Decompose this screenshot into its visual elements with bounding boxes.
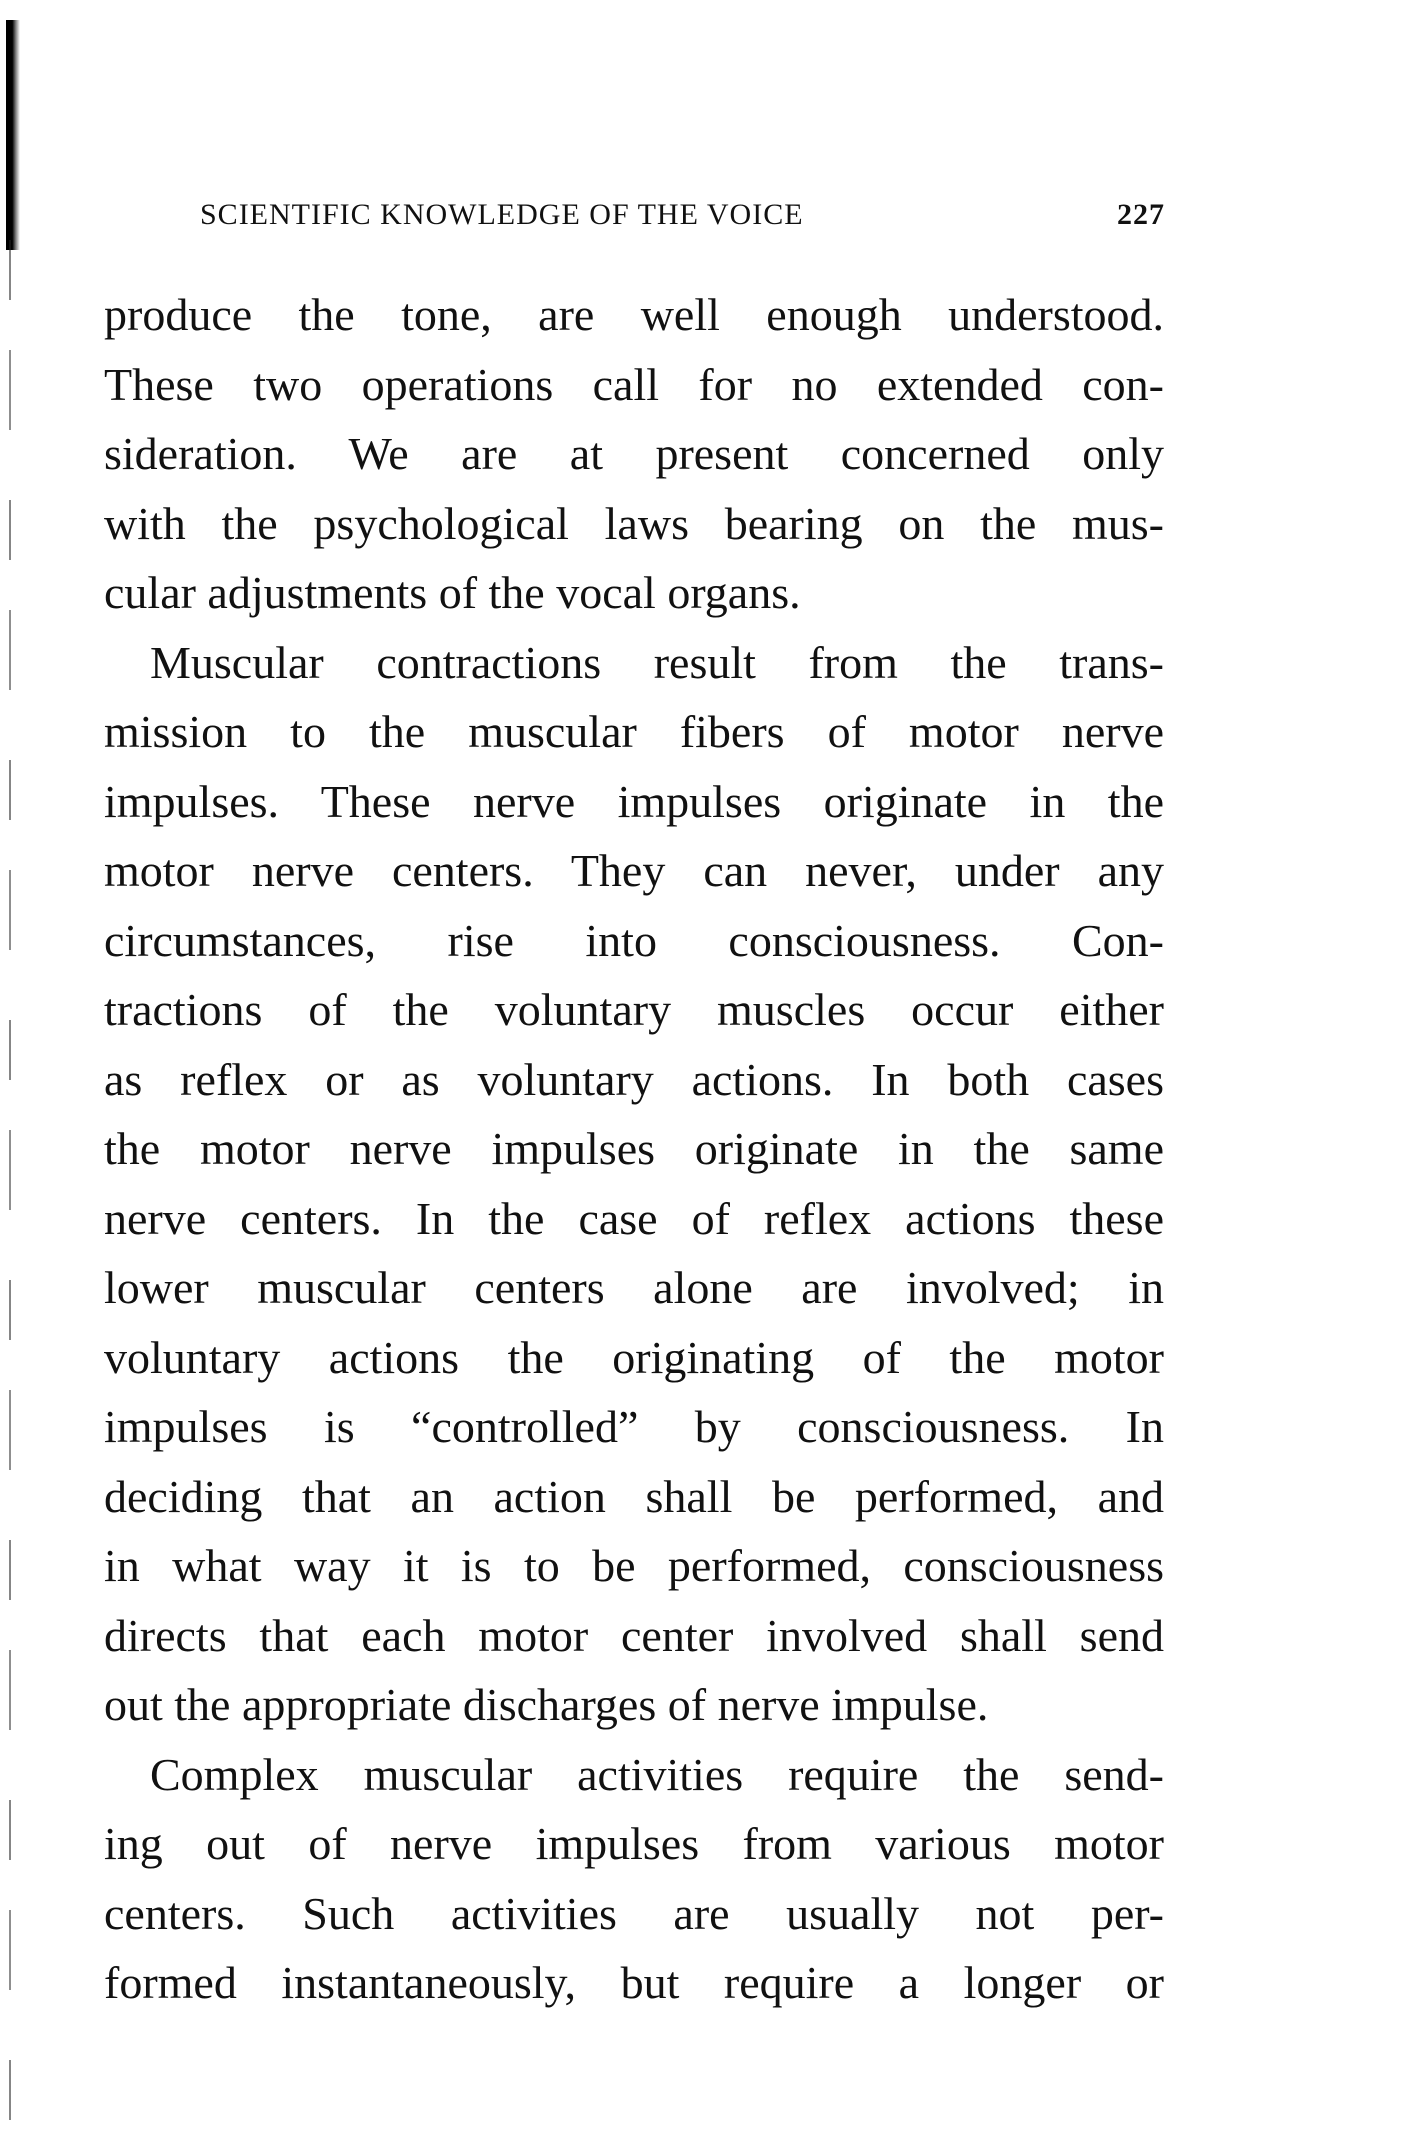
scan-page-edge-shadow [6, 20, 20, 250]
text-line: nerve centers. In the case of reflex actions these [104, 1192, 1164, 1244]
text-line: centers. Such activities are usually not per- [104, 1887, 1164, 1939]
text-line: out the appropriate discharges of nerve impulse. [104, 1679, 989, 1730]
text-line: with the psychological laws bearing on the mus- [104, 497, 1164, 549]
running-header [200, 198, 1165, 238]
scan-gutter-line [9, 240, 11, 2120]
text-line: impulses is “controlled” by consciousness. In [104, 1401, 1164, 1452]
text-line: formed instantaneously, but require a longer or [104, 1957, 1164, 2008]
text-line: mission to the muscular fibers of motor nerve [104, 706, 1164, 757]
text-line: as reflex or as voluntary actions. In both cases [104, 1053, 1164, 1105]
text-line: circumstances, rise into consciousness. Con- [104, 914, 1164, 966]
text-line: the motor nerve impulses originate in the same [104, 1123, 1164, 1174]
text-line: voluntary actions the originating of the motor [104, 1331, 1164, 1383]
text-line: Complex muscular activities require the send- [150, 1748, 1164, 1800]
paragraph [104, 628, 1164, 1740]
text-line: These two operations call for no extended con- [104, 358, 1164, 410]
text-line: cular adjustments of the vocal organs. [104, 567, 801, 618]
paragraph [104, 1740, 1164, 2018]
text-line: deciding that an action shall be performed, and [104, 1470, 1164, 1522]
text-line: sideration. We are at present concerned only [104, 428, 1164, 479]
page-body [104, 280, 1164, 2018]
text-line: lower muscular centers alone are involved; in [104, 1262, 1164, 1313]
text-line: tractions of the voluntary muscles occur either [104, 984, 1164, 1035]
paragraph [104, 280, 1164, 628]
running-title: SCIENTIFIC KNOWLEDGE OF THE VOICE [200, 198, 804, 231]
text-line: produce the tone, are well enough understood. [104, 289, 1164, 340]
text-line: motor nerve centers. They can never, under any [104, 845, 1164, 896]
text-line: ing out of nerve impulses from various motor [104, 1818, 1164, 1869]
text-line: directs that each motor center involved shall send [104, 1609, 1164, 1661]
text-line: Muscular contractions result from the trans- [150, 636, 1164, 688]
text-line: in what way it is to be performed, consciousness [104, 1540, 1164, 1591]
page-number: 227 [1117, 198, 1165, 231]
text-line: impulses. These nerve impulses originate in the [104, 775, 1164, 827]
